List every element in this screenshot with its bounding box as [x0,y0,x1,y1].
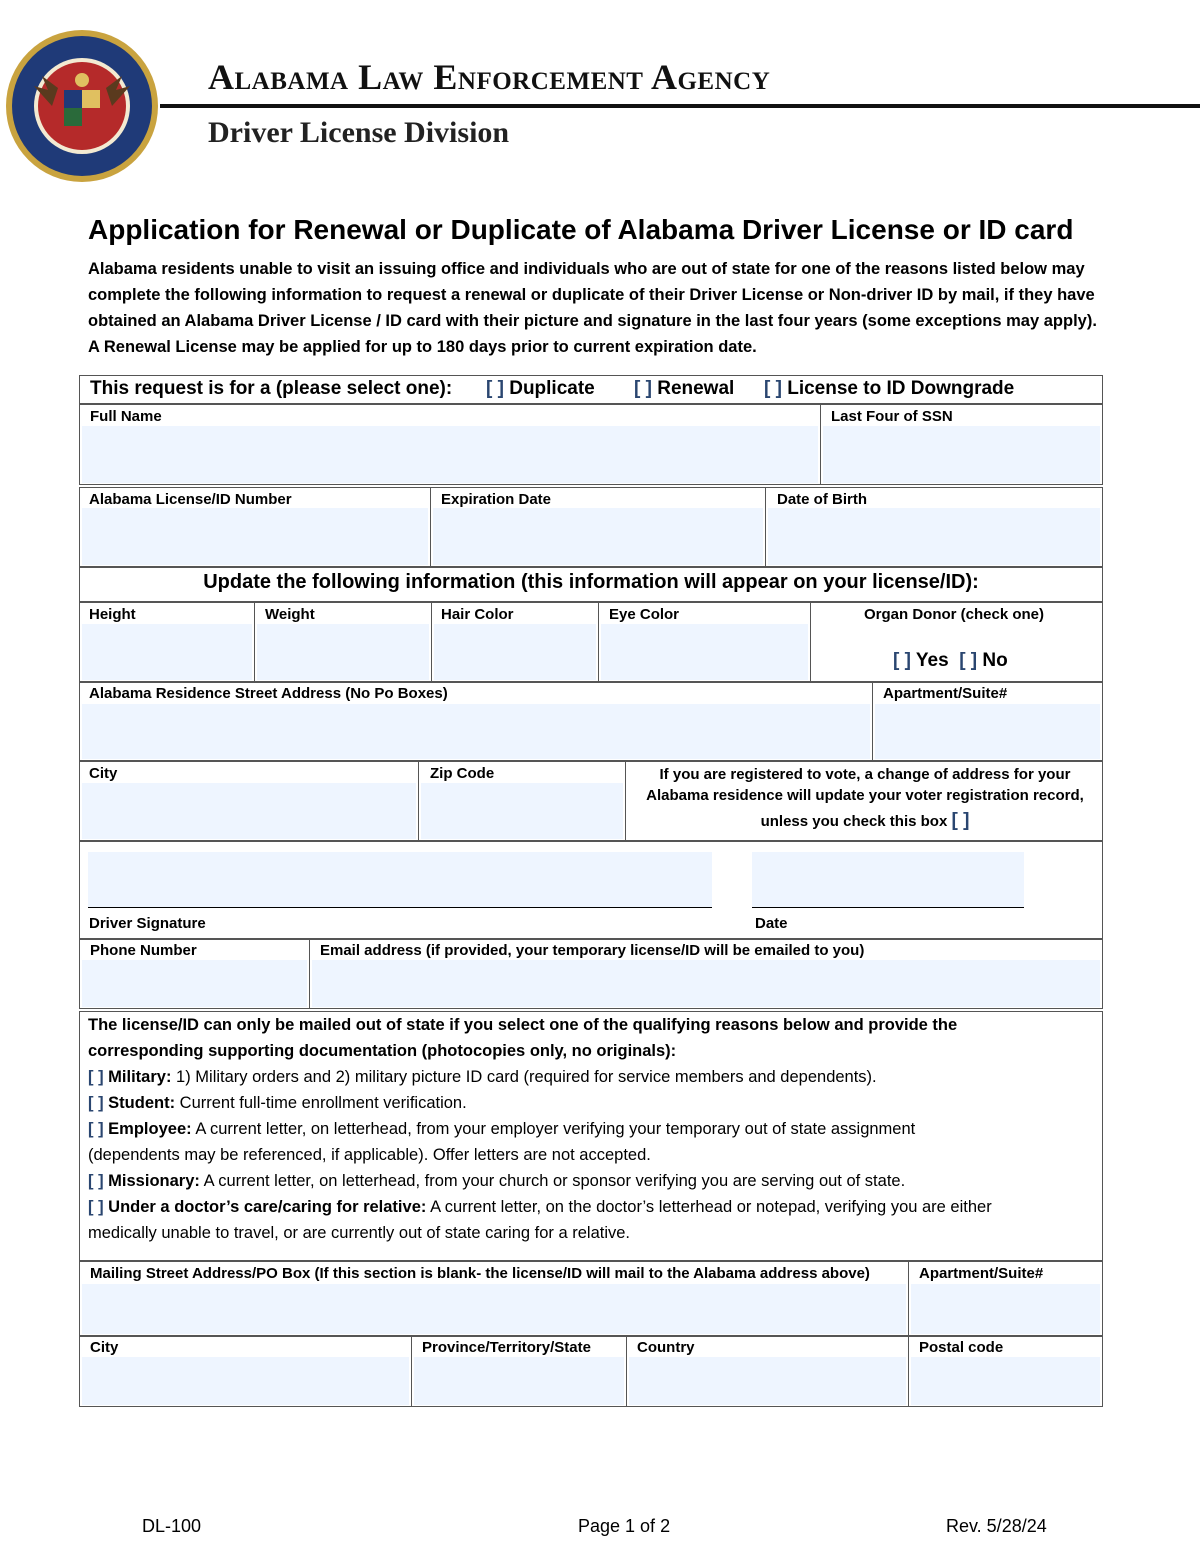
eye-input[interactable] [601,624,808,680]
header-rule [160,104,1200,108]
mailing-street-input[interactable] [82,1284,906,1334]
country-label: Country [637,1339,695,1356]
renewal-checkbox[interactable]: [ ] [634,378,652,399]
hair-label: Hair Color [441,606,514,623]
mailing-city-label: City [90,1339,119,1356]
doctor-option [88,1194,992,1220]
date-input[interactable] [752,852,1024,907]
postal-input[interactable] [911,1357,1100,1405]
height-label: Height [89,606,136,623]
duplicate-option[interactable] [486,378,595,400]
divider [872,682,873,761]
intro-text: Alabama residents unable to visit an issuing office and individuals who are out of state for one of the reasons listed below may complete the following information to request a renewal or duplicate of their Driver License or Non-driver ID by mail, if they have obtained an Alabama Driver License / ID card with their picture and signature in the last four years (some exceptions may apply). A Renewal License may be applied for up to 180 days prior to current expiration date. [88,260,1097,356]
postal-label: Postal code [919,1339,1004,1356]
downgrade-checkbox[interactable]: [ ] [764,378,782,399]
eye-label: Eye Color [609,606,680,623]
divider [810,602,811,682]
divider [418,761,419,841]
donor-no-checkbox[interactable]: [ ] [959,650,978,671]
duplicate-label: Duplicate [509,378,595,399]
missionary-text: A current letter, on letterhead, from your church or sponsor verifying you are serving out of state. [203,1172,906,1190]
divider [598,602,599,682]
missionary-option [88,1168,905,1194]
street-label: Alabama Residence Street Address (No Po Boxes) [89,685,448,702]
employee-text: A current letter, on letterhead, from your employer verifying your temporary out of state assignment [195,1120,916,1138]
expiration-label: Expiration Date [441,491,552,508]
student-text: Current full-time enrollment verification. [179,1094,467,1112]
dob-input[interactable] [768,508,1100,565]
province-label: Province/Territory/State [422,1339,591,1356]
revision-date: Rev. 5/28/24 [946,1516,1047,1536]
voter-notice [628,764,1102,832]
military-text: 1) Military orders and 2) military picture ID card (required for service members and dependents). [176,1068,877,1086]
divider [411,1336,412,1407]
divider [626,1336,627,1407]
doctor-label: Under a doctor’s care/caring for relative: [108,1198,427,1216]
signature-line [88,907,712,908]
divider [765,487,766,567]
divider [625,761,626,841]
employee-text-2: (dependents may be referenced, if applicable). Offer letters are not accepted. [88,1146,651,1164]
zip-input[interactable] [421,783,623,839]
student-checkbox[interactable]: [ ] [88,1094,104,1112]
mailing-street-label: Mailing Street Address/PO Box (If this section is blank- the license/ID will mail to the Alabama address above) [90,1265,870,1282]
weight-label: Weight [265,606,315,623]
signature-label: Driver Signature [89,915,206,932]
form-title: Application for Renewal or Duplicate of Alabama Driver License or ID card [88,214,1074,245]
employee-checkbox[interactable]: [ ] [88,1120,104,1138]
full-name-label: Full Name [90,408,162,425]
divider [430,487,431,567]
divider [908,1261,909,1336]
height-input[interactable] [82,624,252,680]
page-number: Page 1 of 2 [578,1516,671,1536]
expiration-input[interactable] [433,508,763,565]
downgrade-option[interactable] [764,378,1014,400]
date-line [752,907,1024,908]
mailing-city-input[interactable] [82,1357,409,1405]
update-heading: Update the following information (this information will appear on your license/ID): [203,571,979,593]
renewal-option[interactable] [634,378,734,400]
country-input[interactable] [629,1357,906,1405]
license-number-input[interactable] [82,508,428,565]
divider [254,602,255,682]
province-input[interactable] [414,1357,624,1405]
military-option [88,1064,877,1090]
student-label: Student: [108,1094,176,1112]
email-label: Email address (if provided, your temporary license/ID will be emailed to you) [320,942,865,959]
license-number-label: Alabama License/ID Number [89,491,292,508]
zip-label: Zip Code [430,765,495,782]
signature-input[interactable] [88,852,712,907]
date-label: Date [755,915,788,932]
doctor-text-2: medically unable to travel, or are currently out of state caring for a relative. [88,1224,631,1242]
divider [820,404,821,485]
missionary-label: Missionary: [108,1172,200,1190]
divider [431,602,432,682]
qualifying-intro-2: corresponding supporting documentation (photocopies only, no originals): [88,1042,677,1060]
street-input[interactable] [82,704,870,759]
voter-line-3: unless you check this box [760,813,948,830]
phone-label: Phone Number [90,942,197,959]
agency-name: Alabama Law Enforcement Agency [208,57,771,97]
student-option [88,1090,467,1116]
military-checkbox[interactable]: [ ] [88,1068,104,1086]
mailing-apt-input[interactable] [911,1284,1100,1334]
full-name-input[interactable] [82,426,818,483]
ssn-input[interactable] [823,426,1100,483]
divider [309,939,310,1009]
divider [908,1336,909,1407]
donor-no-label: No [982,650,1008,671]
weight-input[interactable] [257,624,429,680]
qualifying-intro-1: The license/ID can only be mailed out of state if you select one of the qualifying reasons below and provide the [88,1016,958,1034]
voter-optout-checkbox[interactable]: [ ] [951,810,970,831]
donor-yes-checkbox[interactable]: [ ] [893,650,911,671]
request-prompt: This request is for a (please select one): [90,378,453,399]
military-label: Military: [108,1068,172,1086]
missionary-checkbox[interactable]: [ ] [88,1172,104,1190]
organ-donor-label: Organ Donor (check one) [864,606,1045,623]
agency-seal [4,28,160,184]
division-name: Driver License Division [208,116,510,149]
city-input[interactable] [82,783,416,839]
donor-yes-label: Yes [915,650,949,671]
voter-line-1: If you are registered to vote, a change of address for your [659,766,1071,783]
voter-line-2: Alabama residence will update your voter registration record, [646,787,1084,804]
organ-donor-options [893,650,1008,672]
city-label: City [89,765,118,782]
phone-input[interactable] [82,960,307,1007]
renewal-label: Renewal [657,378,735,399]
ssn-label: Last Four of SSN [831,408,953,425]
duplicate-checkbox[interactable]: [ ] [486,378,504,399]
mailing-apt-label: Apartment/Suite# [919,1265,1044,1282]
form-number: DL-100 [142,1516,202,1536]
apt-label: Apartment/Suite# [883,685,1008,702]
voter-line-3-wrap [628,810,1102,832]
downgrade-label: License to ID Downgrade [787,378,1015,399]
apt-input[interactable] [875,704,1100,759]
hair-input[interactable] [434,624,596,680]
employee-label: Employee: [108,1120,192,1138]
email-input[interactable] [312,960,1100,1007]
doctor-text: A current letter, on the doctor’s letterhead or notepad, verifying you are either [430,1198,992,1216]
dob-label: Date of Birth [777,491,867,508]
employee-option [88,1116,915,1142]
doctor-checkbox[interactable]: [ ] [88,1198,104,1216]
